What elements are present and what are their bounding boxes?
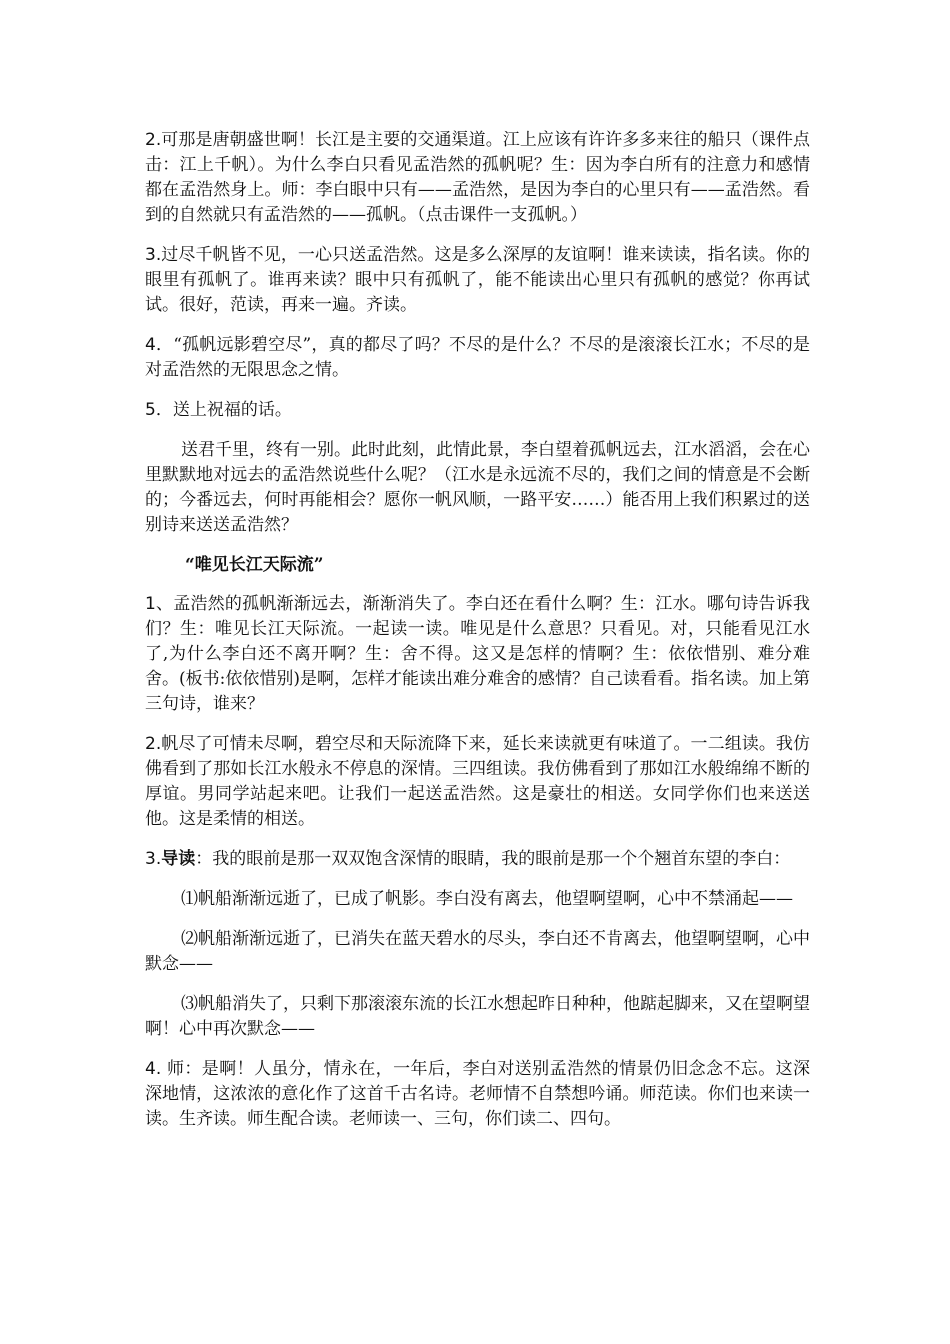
paragraph-text: “孤帆远影碧空尽”，真的都尽了吗？不尽的是什么？不尽的是滚滚长江水；不尽的是对孟浩然的无限思念之情。 [145,335,810,380]
paragraph-number: 4. [145,1059,162,1079]
paragraph-text: 可那是唐朝盛世啊！长江是主要的交通渠道。江上应该有许许多多来往的船只（课件点击：江上千帆）。为什么李白只看见孟浩然的孤帆呢？生：因为李白所有的注意力和感情都在孟浩然身上。师：李白眼中只有——孟浩然，是因为李白的心里只有——孟浩然。看到的自然就只有孟浩然的——孤帆。（点击课件一支孤帆。） [145,130,810,225]
paragraph-number: 3. [145,849,162,869]
paragraph-text: 送君千里，终有一别。此时此刻，此情此景，李白望着孤帆远去，江水滔滔，会在心里默默地对远去的孟浩然说些什么呢？（江水是永远流不尽的，我们之间的情意是不会断的；今番远去，何时再能相会？愿你一帆风顺，一路平安……）能否用上我们积累过的送别诗来送送孟浩然？ [145,440,810,535]
section-heading: “唯见长江天际流” [185,555,324,575]
paragraph-number: 4． [145,335,174,355]
paragraph-farewell [145,438,810,538]
paragraph-number: 3. [145,245,162,265]
paragraph-number: 2. [145,734,162,754]
list-item-text: ⑴帆船渐渐远逝了，已成了帆影。李白没有离去，他望啊望啊，心中不禁涌起—— [181,889,793,909]
paragraph-3 [145,243,810,318]
list-item [145,992,810,1042]
list-item-text: ⑵帆船渐渐远逝了，已消失在蓝天碧水的尽头，李白还不肯离去，他望啊望啊，心中默念—— [145,929,810,974]
paragraph-2-1 [145,592,810,717]
paragraph-number: 1、 [145,594,174,614]
paragraph-2-4 [145,1057,810,1132]
paragraph-number: 2. [145,130,162,150]
list-item [145,927,810,977]
list-item [145,887,810,912]
paragraph-text: 孟浩然的孤帆渐渐远去，渐渐消失了。李白还在看什么啊？生：江水。哪句诗告诉我们？生：唯见长江天际流。一起读一读。唯见是什么意思？只看见。对，只能看见江水了,为什么李白还不离开啊？生：舍不得。这又是怎样的情啊？生：依依惜别、难分难舍。(板书:依依惜别)是啊，怎样才能读出难分难舍的感情？自己读看看。指名读。加上第三句诗，谁来？ [145,594,810,714]
paragraph-lead: 导读 [161,849,196,869]
list-item-text: ⑶帆船消失了，只剩下那滚滚东流的长江水想起昨日种种，他踮起脚来，又在望啊望啊！心中再次默念—— [145,994,810,1039]
document-body [145,128,810,1147]
paragraph-4 [145,333,810,383]
paragraph-2-3 [145,847,810,872]
paragraph-number: 5． [145,400,173,420]
paragraph-text: 过尽千帆皆不见，一心只送孟浩然。这是多么深厚的友谊啊！谁来读读，指名读。你的眼里有孤帆了。谁再来读？眼中只有孤帆了，能不能读出心里只有孤帆的感觉？你再试试。很好，范读，再来一遍。齐读。 [145,245,810,315]
paragraph-text: 送上祝福的话。 [172,400,292,420]
paragraph-2 [145,128,810,228]
paragraph-2-2 [145,732,810,832]
paragraph-text: ：我的眼前是那一双双饱含深情的眼睛，我的眼前是那一个个翘首东望的李白： [195,849,791,869]
paragraph-text: 帆尽了可情未尽啊，碧空尽和天际流降下来，延长来读就更有味道了。一二组读。我仿佛看到了那如长江水般永不停息的深情。三四组读。我仿佛看到了那如江水般绵绵不断的厚谊。男同学站起来吧。让我们一起送孟浩然。这是豪壮的相送。女同学你们也来送送他。这是柔情的相送。 [145,734,810,829]
paragraph-text: 师：是啊！人虽分，情永在，一年后，李白对送别孟浩然的情景仍旧念念不忘。这深深地情，这浓浓的意化作了这首千古名诗。老师情不自禁想吟诵。师范读。你们也来读一读。生齐读。师生配合读。老师读一、三句，你们读二、四句。 [145,1059,810,1129]
paragraph-5 [145,398,810,423]
